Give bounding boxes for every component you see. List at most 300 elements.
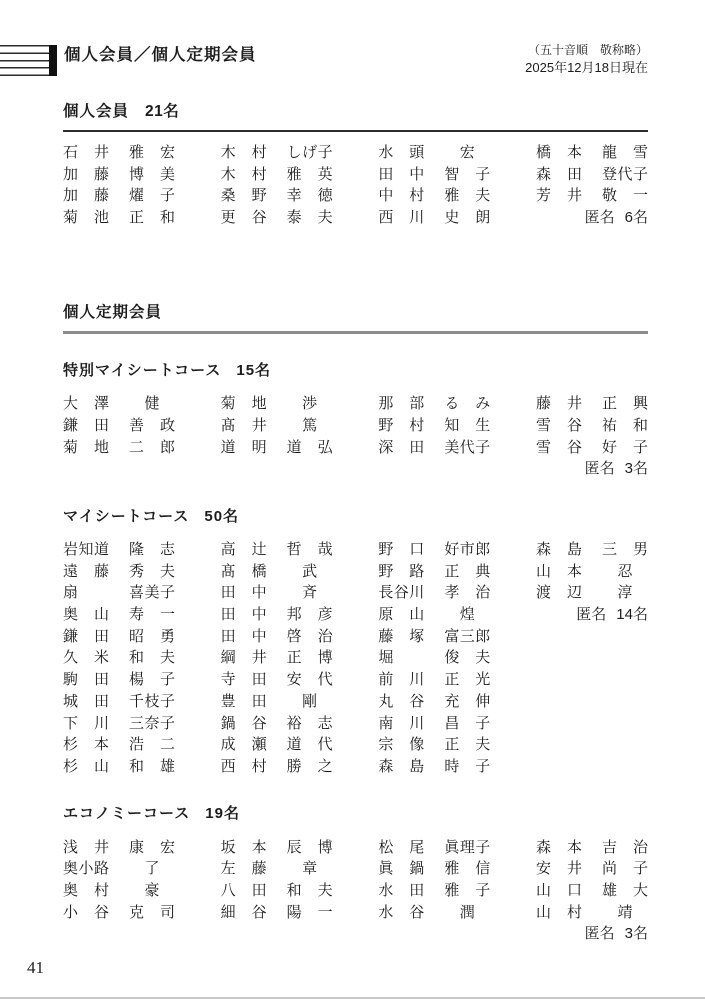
name-character: 安: [535, 860, 551, 878]
name-character: 浅: [63, 838, 79, 856]
name-character: 本: [93, 736, 109, 754]
given-name: [129, 650, 175, 665]
given-name: [129, 210, 175, 225]
name-character: 藤: [93, 187, 109, 205]
family-name: [63, 629, 109, 644]
name-character: 山: [409, 606, 425, 624]
name-character: 村: [409, 416, 425, 434]
name-character: 治: [317, 627, 333, 645]
name-character: 渉: [302, 395, 318, 413]
name-character: 下: [63, 714, 79, 732]
name-character: 遠: [63, 562, 79, 580]
name-character: 扇: [63, 584, 79, 602]
name-character: 奈: [144, 714, 160, 732]
given-name: [287, 737, 333, 752]
name-character: 好: [444, 541, 460, 559]
name-character: 眞: [444, 838, 460, 856]
name-column: [536, 836, 648, 944]
course-title: 特別マイシートコース: [63, 361, 222, 379]
member-name: [221, 669, 333, 691]
name-character: 富: [444, 627, 460, 645]
name-character: 田: [378, 165, 394, 183]
name-character: 森: [535, 541, 551, 559]
family-name: [63, 418, 109, 433]
member-name: [63, 625, 175, 647]
member-name: [221, 756, 333, 778]
member-group: [63, 142, 648, 229]
family-name: [536, 564, 582, 579]
name-character: 水: [378, 903, 394, 921]
course-title: マイシートコース: [63, 507, 190, 525]
given-name: [602, 167, 648, 182]
name-character: 野: [251, 187, 267, 205]
name-character: 口: [409, 541, 425, 559]
member-name: [221, 539, 333, 561]
name-character: 芳: [535, 187, 551, 205]
name-character: 田: [251, 692, 267, 710]
name-grid: [63, 393, 648, 480]
name-character: 夫: [317, 881, 333, 899]
member-name: [221, 436, 333, 458]
anonymous-entry: [536, 458, 648, 480]
name-character: 雅: [129, 143, 145, 161]
name-column: [63, 393, 175, 480]
given-name: [444, 210, 490, 225]
name-character: 本: [566, 143, 582, 161]
name-character: 橋: [251, 562, 267, 580]
name-character: 谷: [566, 416, 582, 434]
family-name: [63, 759, 109, 774]
name-character: 一: [159, 606, 175, 624]
member-name: [221, 625, 333, 647]
name-character: 地: [93, 438, 109, 456]
given-name: [444, 716, 490, 731]
member-name: [221, 604, 333, 626]
family-name: [63, 440, 109, 455]
name-character: 隆: [129, 541, 145, 559]
name-character: 雪: [535, 438, 551, 456]
name-character: 斉: [302, 584, 318, 602]
member-name: [63, 647, 175, 669]
name-character: 谷: [251, 903, 267, 921]
anonymous-entry: [536, 923, 648, 945]
name-character: 治: [475, 584, 491, 602]
name-character: 登: [601, 165, 617, 183]
name-character: 田: [409, 881, 425, 899]
name-column: [221, 393, 333, 480]
given-name: [129, 396, 175, 411]
family-name: [221, 418, 267, 433]
given-name: [444, 607, 490, 622]
given-name: [129, 672, 175, 687]
member-name: [63, 880, 175, 902]
name-character: 水: [378, 143, 394, 161]
name-character: 井: [566, 860, 582, 878]
anonymous-entry: [536, 207, 648, 229]
member-name: [378, 669, 490, 691]
name-character: 博: [317, 838, 333, 856]
name-character: 頭: [409, 143, 425, 161]
name-character: 郎: [159, 438, 175, 456]
name-character: 宗: [378, 736, 394, 754]
family-name: [378, 759, 424, 774]
course-count: 19名: [205, 805, 240, 823]
name-character: 谷: [251, 714, 267, 732]
name-character: 渡: [535, 584, 551, 602]
name-character: 水: [378, 881, 394, 899]
bottom-rule: [0, 997, 705, 999]
name-character: 山: [93, 606, 109, 624]
name-character: 田: [409, 438, 425, 456]
given-name: [287, 440, 333, 455]
member-name: [221, 690, 333, 712]
name-character: 勝: [286, 757, 302, 775]
anonymous-label: 匿名: [584, 925, 615, 943]
name-character: 千: [129, 692, 145, 710]
name-character: 浩: [129, 736, 145, 754]
name-character: 田: [93, 627, 109, 645]
name-character: 子: [159, 714, 175, 732]
name-character: 雪: [535, 416, 551, 434]
anonymous-label: 匿名: [584, 208, 615, 226]
member-name: [378, 625, 490, 647]
name-character: 川: [409, 671, 425, 689]
member-name: [378, 185, 490, 207]
name-character: 辰: [286, 838, 302, 856]
name-character: 杉: [63, 757, 79, 775]
name-character: 夫: [475, 649, 491, 667]
name-character: 哉: [317, 541, 333, 559]
course-heading: [63, 505, 648, 526]
name-grid: [63, 539, 648, 778]
name-character: 智: [444, 165, 460, 183]
name-character: 川: [93, 714, 109, 732]
name-character: 雅: [286, 165, 302, 183]
family-name: [536, 145, 582, 160]
name-character: 堀: [378, 649, 394, 667]
course-title: エコノミーコース: [63, 805, 191, 823]
member-name: [378, 539, 490, 561]
name-character: 豪: [144, 881, 160, 899]
given-name: [444, 737, 490, 752]
given-name: [287, 542, 333, 557]
member-name: [536, 142, 648, 164]
name-character: 健: [144, 395, 160, 413]
member-group: [63, 802, 648, 944]
family-name: [378, 672, 424, 687]
header-notes: [525, 42, 705, 77]
member-name: [536, 880, 648, 902]
member-name: [378, 690, 490, 712]
given-name: [444, 396, 490, 411]
family-name: [63, 883, 109, 898]
name-character: 祐: [601, 416, 617, 434]
family-name: [63, 716, 109, 731]
family-name: [378, 650, 424, 665]
name-character: 正: [129, 208, 145, 226]
name-character: 井: [566, 395, 582, 413]
name-character: 藤: [93, 562, 109, 580]
given-name: [129, 737, 175, 752]
name-character: 川: [409, 714, 425, 732]
name-character: 那: [378, 395, 394, 413]
name-character: 田: [220, 584, 236, 602]
name-character: 米: [93, 649, 109, 667]
given-name: [444, 418, 490, 433]
family-name: [378, 542, 424, 557]
given-name: [602, 883, 648, 898]
given-name: [602, 905, 648, 920]
section-rule: [63, 331, 648, 334]
name-character: 淳: [617, 584, 633, 602]
given-name: [287, 694, 333, 709]
family-name: [221, 564, 267, 579]
given-name: [129, 694, 175, 709]
page-number: 41: [27, 958, 44, 977]
name-character: 宏: [159, 838, 175, 856]
family-name: [536, 840, 582, 855]
member-name: [221, 393, 333, 415]
name-character: 森: [378, 757, 394, 775]
given-name: [444, 564, 490, 579]
name-column: [63, 142, 175, 229]
family-name: [63, 188, 109, 203]
name-character: 知: [78, 541, 94, 559]
name-character: 正: [444, 562, 460, 580]
family-name: [63, 672, 109, 687]
name-character: 山: [535, 562, 551, 580]
given-name: [129, 188, 175, 203]
given-name: [129, 759, 175, 774]
given-name: [602, 418, 648, 433]
name-character: 雪: [632, 143, 648, 161]
name-character: 木: [220, 143, 236, 161]
family-name: [378, 167, 424, 182]
name-character: 谷: [93, 903, 109, 921]
name-character: 子: [159, 584, 175, 602]
member-name: [221, 734, 333, 756]
given-name: [287, 759, 333, 774]
name-character: 子: [475, 881, 491, 899]
member-name: [378, 393, 490, 415]
member-name: [536, 560, 648, 582]
name-column: [378, 393, 490, 480]
family-name: [536, 585, 582, 600]
given-name: [287, 167, 333, 182]
member-name: [536, 836, 648, 858]
family-name: [63, 564, 109, 579]
family-name: [63, 167, 109, 182]
name-character: 綱: [220, 649, 236, 667]
name-character: 本: [566, 838, 582, 856]
name-character: 奥: [63, 860, 79, 878]
family-name: [221, 759, 267, 774]
family-name: [63, 542, 109, 557]
member-name: [378, 207, 490, 229]
given-name: [444, 650, 490, 665]
name-character: 史: [444, 208, 460, 226]
name-column: [221, 539, 333, 778]
name-character: 鍋: [409, 860, 425, 878]
name-character: 藤: [251, 860, 267, 878]
family-name: [221, 167, 267, 182]
family-name: [63, 607, 109, 622]
name-character: 剛: [302, 692, 318, 710]
name-character: 志: [159, 541, 175, 559]
member-name: [63, 436, 175, 458]
name-character: 時: [444, 757, 460, 775]
name-character: 本: [251, 838, 267, 856]
member-name: [378, 756, 490, 778]
family-name: [378, 629, 424, 644]
name-column: [378, 539, 490, 778]
member-name: [63, 690, 175, 712]
name-character: 市: [459, 541, 475, 559]
member-name: [63, 142, 175, 164]
name-character: 山: [535, 881, 551, 899]
family-name: [221, 883, 267, 898]
member-name: [221, 712, 333, 734]
name-character: 雄: [159, 757, 175, 775]
given-name: [602, 440, 648, 455]
name-character: 髙: [220, 562, 236, 580]
family-name: [536, 167, 582, 182]
given-name: [287, 840, 333, 855]
name-character: 篤: [302, 416, 318, 434]
name-character: 煌: [459, 606, 475, 624]
name-character: 田: [251, 881, 267, 899]
member-name: [63, 901, 175, 923]
given-name: [444, 440, 490, 455]
given-name: [129, 564, 175, 579]
member-name: [221, 142, 333, 164]
name-character: 辻: [251, 541, 267, 559]
given-name: [287, 188, 333, 203]
name-character: 井: [93, 838, 109, 856]
name-character: 吉: [601, 838, 617, 856]
name-character: 眞: [378, 860, 394, 878]
member-name: [221, 185, 333, 207]
given-name: [287, 883, 333, 898]
name-character: 西: [220, 757, 236, 775]
anonymous-label: 匿名: [584, 460, 615, 478]
anonymous-count: 3名: [624, 460, 648, 478]
member-section: [63, 300, 648, 944]
family-name: [221, 737, 267, 752]
name-character: 井: [251, 649, 267, 667]
name-character: 裕: [286, 714, 302, 732]
name-character: 井: [566, 187, 582, 205]
name-character: 奥: [63, 881, 79, 899]
member-name: [63, 582, 175, 604]
name-character: 博: [317, 649, 333, 667]
name-character: 光: [475, 671, 491, 689]
name-character: 美: [444, 438, 460, 456]
member-name: [378, 582, 490, 604]
name-character: 孝: [444, 584, 460, 602]
name-character: 井: [93, 143, 109, 161]
name-character: 郎: [475, 541, 491, 559]
family-name: [536, 905, 582, 920]
name-character: 司: [159, 903, 175, 921]
member-name: [63, 756, 175, 778]
member-name: [536, 539, 648, 561]
family-name: [221, 210, 267, 225]
family-name: [378, 883, 424, 898]
name-character: 村: [93, 881, 109, 899]
given-name: [287, 418, 333, 433]
member-name: [63, 604, 175, 626]
name-character: 村: [251, 143, 267, 161]
given-name: [602, 585, 648, 600]
family-name: [536, 883, 582, 898]
name-character: 宏: [159, 143, 175, 161]
family-name: [536, 418, 582, 433]
name-character: 美: [159, 165, 175, 183]
member-name: [63, 163, 175, 185]
family-name: [63, 210, 109, 225]
name-character: 奥: [63, 606, 79, 624]
name-character: 正: [286, 649, 302, 667]
name-character: 原: [378, 606, 394, 624]
name-character: 安: [286, 671, 302, 689]
name-character: 加: [63, 165, 79, 183]
family-name: [378, 145, 424, 160]
name-character: 尚: [601, 860, 617, 878]
member-name: [536, 436, 648, 458]
name-character: 川: [409, 208, 425, 226]
name-character: 子: [475, 438, 491, 456]
given-name: [287, 650, 333, 665]
name-character: 敬: [601, 187, 617, 205]
member-name: [378, 436, 490, 458]
name-character: 塚: [409, 627, 425, 645]
member-name: [63, 734, 175, 756]
name-character: 大: [632, 881, 648, 899]
name-character: 藤: [535, 395, 551, 413]
course-count: 50名: [204, 507, 240, 525]
name-character: 好: [601, 438, 617, 456]
member-name: [536, 582, 648, 604]
name-character: 典: [475, 562, 491, 580]
family-name: [536, 440, 582, 455]
family-name: [378, 716, 424, 731]
name-character: 橋: [535, 143, 551, 161]
given-name: [444, 905, 490, 920]
given-name: [444, 840, 490, 855]
given-name: [444, 188, 490, 203]
given-name: [444, 629, 490, 644]
member-name: [63, 712, 175, 734]
name-character: 英: [317, 165, 333, 183]
name-column: [536, 539, 648, 778]
name-character: 楊: [129, 671, 145, 689]
name-character: 寿: [129, 606, 145, 624]
member-name: [63, 560, 175, 582]
name-character: 道: [220, 438, 236, 456]
section-heading: [63, 99, 648, 121]
given-name: [129, 861, 175, 876]
name-character: 西: [378, 208, 394, 226]
given-name: [602, 840, 648, 855]
member-name: [221, 836, 333, 858]
name-character: 充: [444, 692, 460, 710]
name-character: 前: [378, 671, 394, 689]
name-character: 伸: [475, 692, 491, 710]
name-character: 信: [475, 860, 491, 878]
name-character: 子: [317, 143, 333, 161]
name-character: 村: [566, 903, 582, 921]
